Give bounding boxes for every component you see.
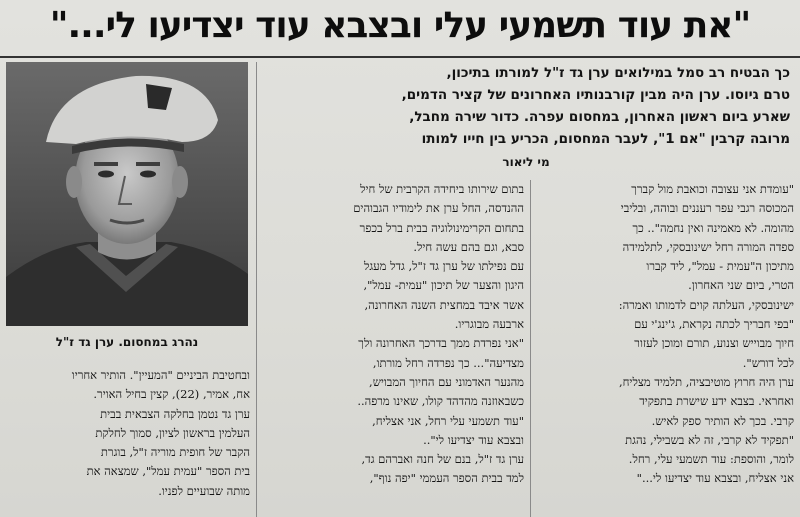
article-column-left xyxy=(6,366,250,501)
lead-line: טרם גיוסו. ערן היה מבין קורבנותיו האחרונים של קציר הדמים, xyxy=(401,87,790,103)
headline-rule xyxy=(0,56,800,58)
text-line: ספדה המורה רחל ישינובסקי, לתלמידה xyxy=(622,239,794,254)
text-line: מתיכון ה"עמית - עמל", ליד קברו xyxy=(646,259,794,274)
text-line: עם נפילתו של ערן גד ז"ל, גדל מעגל xyxy=(363,259,524,274)
text-line: ההנדסה, החל ערן את לימודיו הגבוהים xyxy=(353,201,524,216)
lead-line: שארע ביום ראשון האחרון, במחסום עפרה. כדור שירה מחבל, xyxy=(409,109,790,125)
text-line: "תפקיד לא קרבי, זה לא בשבילי, נהגת xyxy=(625,432,794,447)
text-line: הקבר של חופית מוריה ז"ל, בוגרת xyxy=(100,445,250,460)
text-line: למד בבית הספר העממי "יפה נוף", xyxy=(369,471,524,486)
text-line: מהנער האדמוני עם החיוך המבויש, xyxy=(369,374,524,389)
text-line: ואחראי. בצבא ידע שישרת בתפקיד xyxy=(639,394,794,409)
article-column-right xyxy=(538,180,794,489)
lead-paragraph xyxy=(262,62,790,150)
text-line: ערן גד נטמן בחלקה הצבאית בבית xyxy=(100,406,250,421)
byline: מי ליאור xyxy=(502,155,550,169)
text-line: ובחטיבת הביניים "המעיין". הותיר אחריו xyxy=(71,368,250,382)
portrait-photo xyxy=(6,62,248,326)
text-line: אח, אמיר, (22), קצין בחיל האויר. xyxy=(93,387,250,402)
text-line: העלמין בראשון לציון, סמוך לחלקת xyxy=(95,425,250,440)
headline: "את עוד תשמעי עלי ובצבא עוד יצדיעו לי..." xyxy=(49,5,751,46)
text-line: "עוד תשמעי עלי רחל, אני אצליח, xyxy=(372,413,524,428)
text-line: בתום שירותו ביחידה הקרבית של חיל xyxy=(360,182,524,196)
text-line: קרבי. בכך לא הותיר ספק לאיש. xyxy=(651,413,794,428)
text-line: בית הספר "עמית עמל", שמצאה את xyxy=(86,464,250,479)
article-column-middle xyxy=(262,180,524,489)
text-line: אני אצליח, ובצבא עוד יצדיעו לי..." xyxy=(636,471,794,486)
text-line: מהומה. לא מאמינה ואין נחמה".. כך xyxy=(632,220,794,235)
text-line: "אני נפרדת ממך בדרכך האחרונה ולך xyxy=(358,336,524,351)
text-line: ערן היה חרוץ מוטיבציה, תלמיד מצליח, xyxy=(618,374,794,389)
text-line: ישינובסקי, העלתה קוים לדמותו ואמרה: xyxy=(618,297,794,312)
text-line: לומר, והוספת: עוד תשמעי עלי, רחל. xyxy=(628,452,794,467)
photo-caption: נהרג במחסום. ערן גד ז"ל xyxy=(55,335,199,349)
text-line: המכוסה רגבי עפר רעננים ובוהה, ובליבי xyxy=(620,201,794,216)
text-line: בתחום הקרימינולוגיה בבית ברל בכפר xyxy=(359,220,524,235)
text-line: ארבעה מבוגריו. xyxy=(454,317,524,332)
text-line: ערן גד ז"ל, בנם של חנה ואברהם גד, xyxy=(361,452,524,467)
text-line: לכל דורש". xyxy=(742,355,794,370)
column-divider xyxy=(530,180,531,517)
text-line: "עומדת אני עצובה וכואבת מול קברך xyxy=(631,182,794,196)
text-line: היגון והצער של תיכון "עמית- עמל", xyxy=(363,278,524,293)
text-line: מותה שבועיים לפניו. xyxy=(158,483,250,498)
lead-line: מרובה קרבין "אם 1", לעבר המחסום, הכריע בין חייו למותו xyxy=(421,131,790,147)
text-line: מצדיעה"... כך נפרדה רחל מורתו, xyxy=(372,355,524,370)
column-divider xyxy=(256,62,257,517)
text-line: ובצבא עוד יצדיעו לי".. xyxy=(423,432,524,447)
text-line: "בפי חבריך לכתה נקראת, ג'ינג'י עם xyxy=(634,317,794,332)
text-line: כשבאוזנה מהדהד קולו, שאינו מרפה.. xyxy=(357,394,524,409)
lead-line: כך הבטיח רב סמל במילואים ערן גד ז"ל למורתו בתיכון, xyxy=(446,65,790,81)
text-line: סבא, וגם בהם עשה חיל. xyxy=(413,239,524,254)
text-line: אשר איבד במחצית השנה האחרונה, xyxy=(364,297,524,312)
text-line: חיוך מבוייש וצנוע, תורם ומוכן לעזור xyxy=(634,336,794,351)
text-line: הטרי, ביום שני האחרון. xyxy=(688,278,794,293)
